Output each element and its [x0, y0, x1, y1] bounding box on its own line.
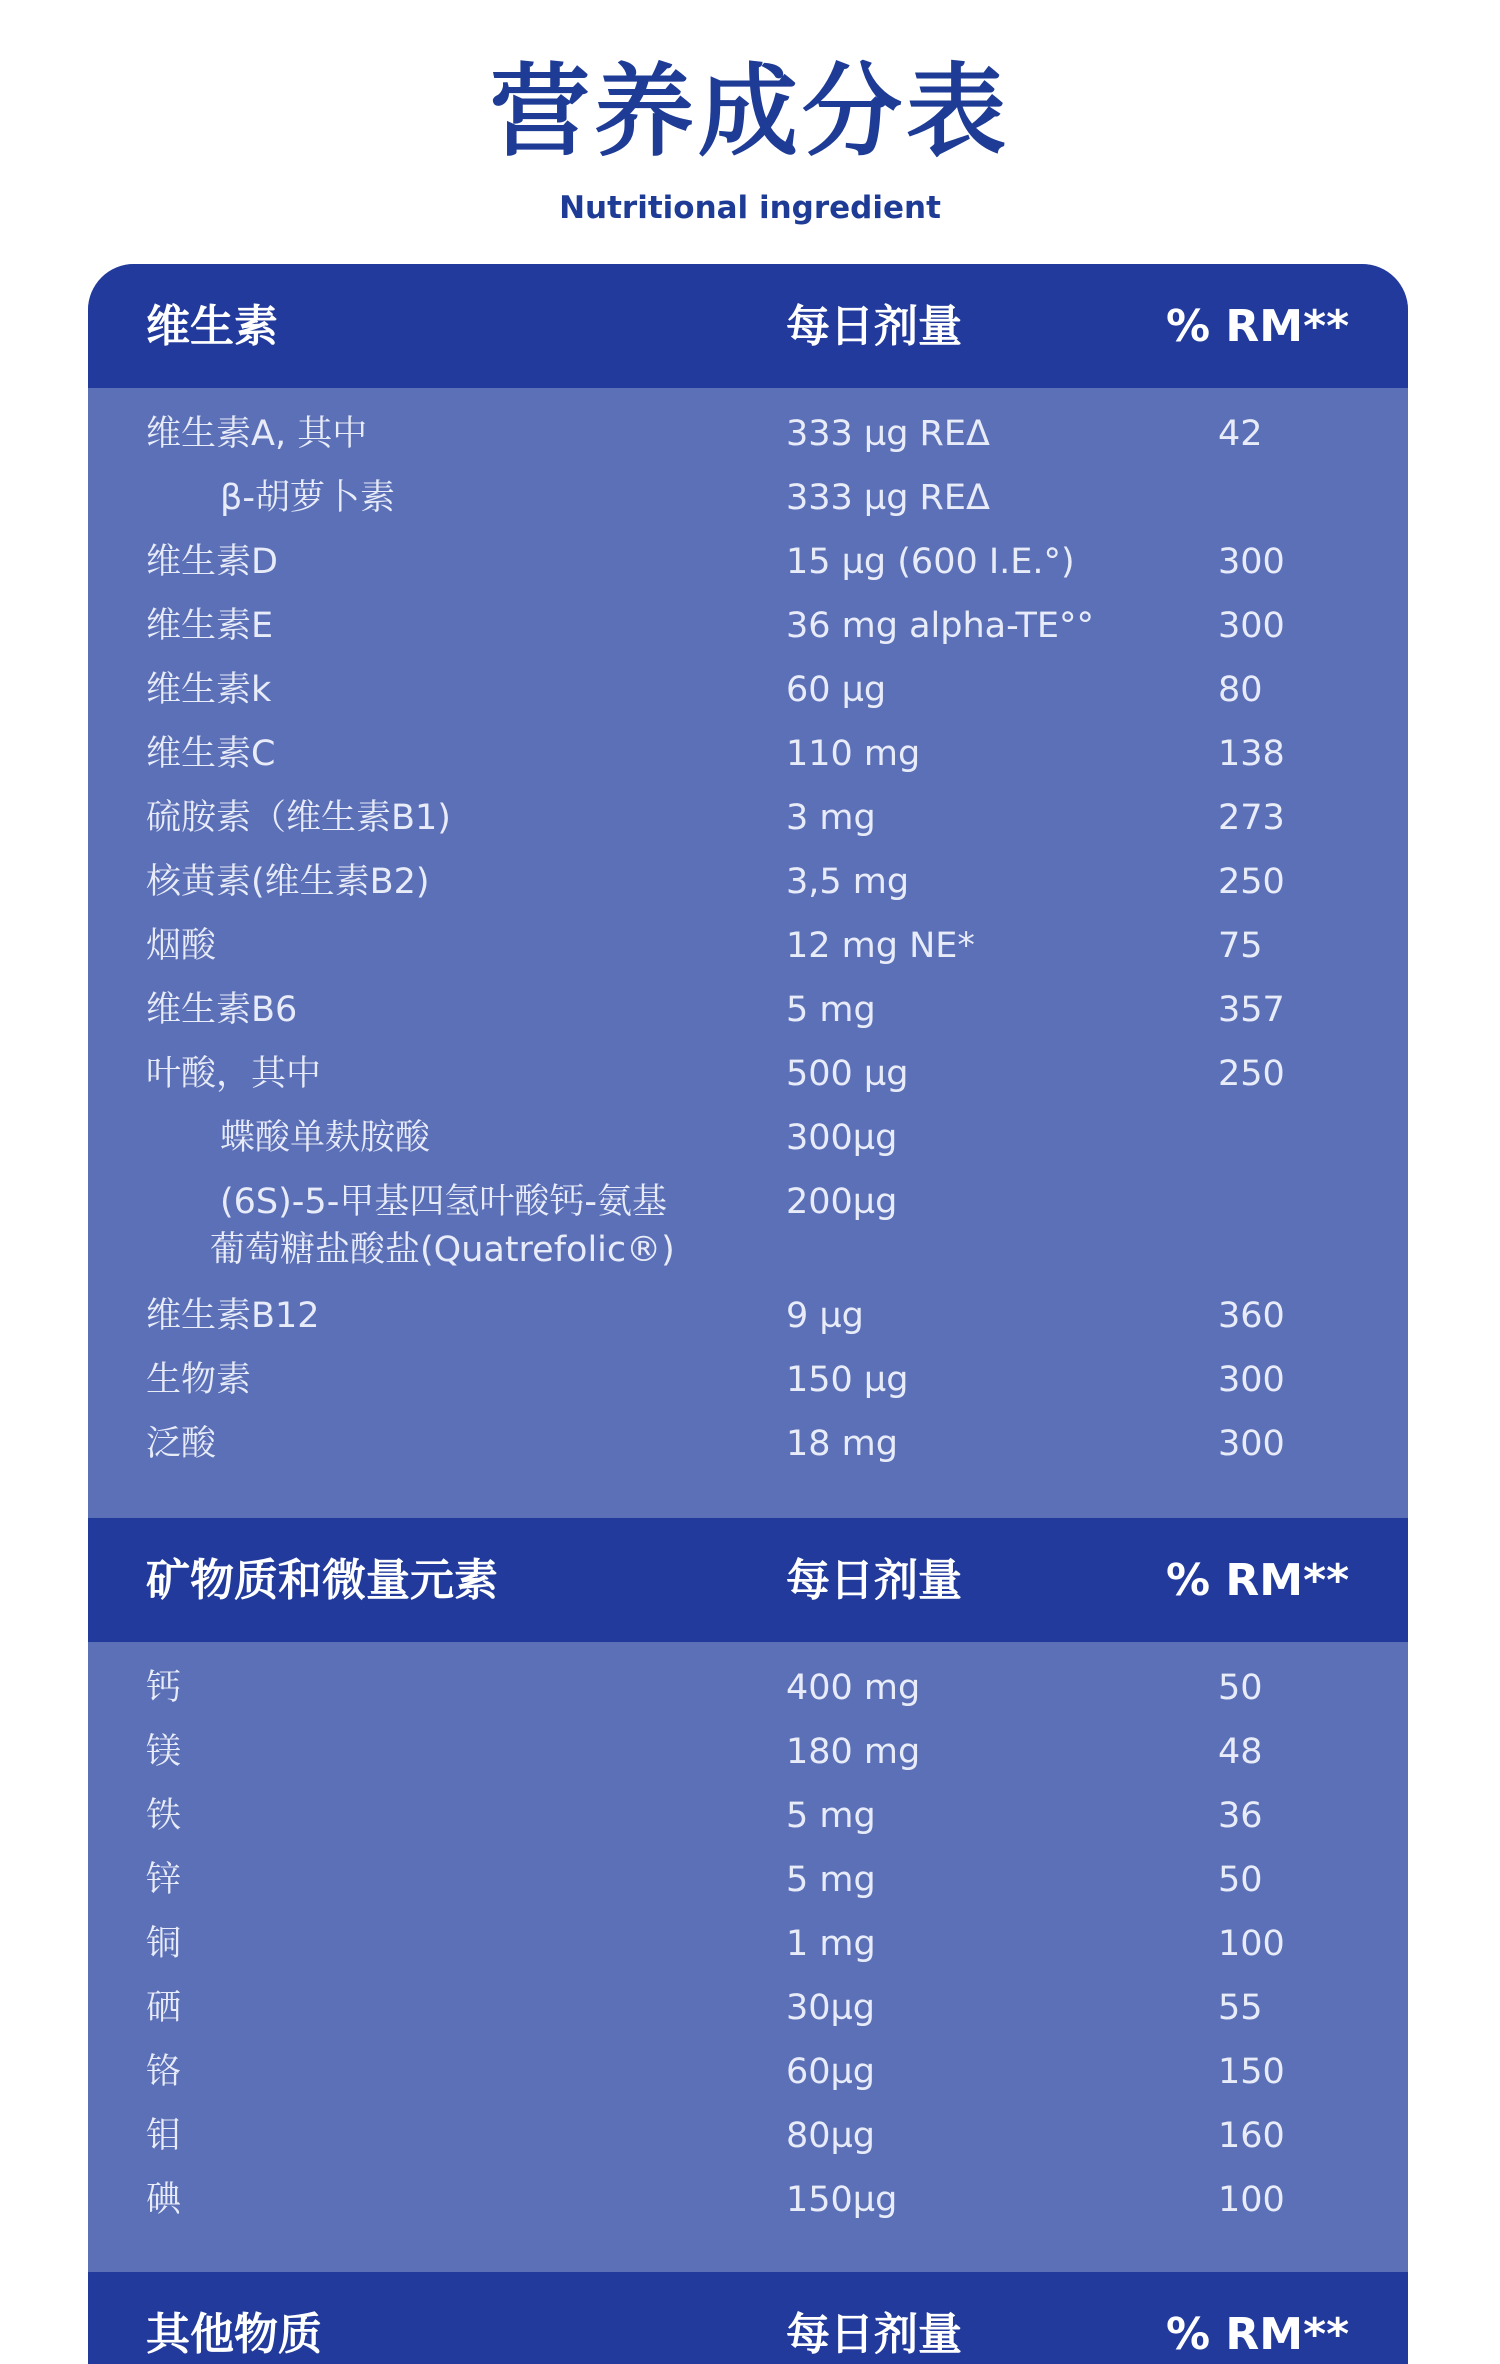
row-name: 维生素C: [146, 734, 276, 774]
vitamins-header: [88, 264, 1408, 388]
row-rm: 138: [1218, 734, 1285, 774]
row-name: 维生素E: [146, 606, 274, 646]
row-dose: 110 mg: [786, 734, 921, 774]
page-title: 营养成分表: [490, 53, 1010, 170]
minerals-header-dose: 每日剂量: [786, 1555, 962, 1606]
row-name-line2: 葡萄糖盐酸盐(Quatrefolic®): [210, 1230, 675, 1270]
row-rm: 250: [1218, 862, 1285, 902]
others-header-rm: % RM**: [1166, 2309, 1350, 2360]
row-dose: 3,5 mg: [786, 862, 910, 902]
row-dose: 400 mg: [786, 1668, 921, 1708]
row-name: 叶酸，其中: [146, 1054, 322, 1094]
row-name: 维生素k: [146, 670, 272, 710]
vitamins-header-dose: 每日剂量: [786, 301, 962, 352]
row-dose: 180 mg: [786, 1732, 921, 1772]
row-name: (6S)-5-甲基四氢叶酸钙-氨基: [220, 1182, 667, 1222]
row-dose: 150 µg: [786, 1360, 909, 1400]
vitamins-header-rm: % RM**: [1166, 301, 1350, 352]
row-rm: 100: [1218, 1924, 1285, 1964]
row-rm: 300: [1218, 606, 1285, 646]
row-rm: 150: [1218, 2052, 1285, 2092]
row-dose: 5 mg: [786, 1860, 876, 1900]
row-rm: 360: [1218, 1296, 1285, 1336]
row-rm: 48: [1218, 1732, 1263, 1772]
others-header-name: 其他物质: [146, 2309, 322, 2360]
row-name: 蝶酸单麸胺酸: [220, 1118, 431, 1158]
row-name: 镁: [146, 1732, 182, 1772]
row-name: 锌: [146, 1860, 182, 1900]
row-rm: 250: [1218, 1054, 1285, 1094]
row-rm: 75: [1218, 926, 1263, 966]
row-rm: 300: [1218, 1360, 1285, 1400]
row-name: 铜: [146, 1924, 182, 1964]
row-name: 核黄素(维生素B2): [146, 862, 430, 902]
row-rm: 300: [1218, 542, 1285, 582]
row-dose: 80µg: [786, 2116, 876, 2156]
row-rm: 50: [1218, 1860, 1263, 1900]
row-dose: 5 mg: [786, 990, 876, 1030]
row-dose: 333 µg REΔ: [786, 478, 990, 518]
row-dose: 9 µg: [786, 1296, 864, 1336]
row-rm: 36: [1218, 1796, 1263, 1836]
row-rm: 80: [1218, 670, 1263, 710]
row-dose: 60µg: [786, 2052, 876, 2092]
row-name: 铬: [146, 2052, 182, 2092]
row-name: 碘: [146, 2180, 182, 2220]
row-name: 生物素: [146, 1360, 252, 1400]
row-rm: 273: [1218, 798, 1285, 838]
row-rm: 50: [1218, 1668, 1263, 1708]
row-name: 维生素A, 其中: [146, 414, 368, 454]
row-dose: 1 mg: [786, 1924, 876, 1964]
row-name: 烟酸: [146, 926, 217, 966]
row-dose: 36 mg alpha-TE°°: [786, 606, 1095, 646]
minerals-header-name: 矿物质和微量元素: [146, 1555, 498, 1606]
row-name: 钼: [146, 2116, 182, 2156]
row-name: 铁: [146, 1796, 182, 1836]
row-rm: 300: [1218, 1424, 1285, 1464]
row-dose: 15 µg (600 I.E.°): [786, 542, 1075, 582]
row-dose: 300µg: [786, 1118, 898, 1158]
row-dose: 3 mg: [786, 798, 876, 838]
row-rm: 357: [1218, 990, 1285, 1030]
others-header-dose: 每日剂量: [786, 2309, 962, 2360]
nutrition-table: [88, 264, 1408, 2364]
minerals-header-rm: % RM**: [1166, 1555, 1350, 1606]
row-dose: 500 µg: [786, 1054, 909, 1094]
page-subtitle: Nutritional ingredient: [559, 190, 941, 226]
row-rm: 160: [1218, 2116, 1285, 2156]
row-name: 维生素D: [146, 542, 278, 582]
row-name: 硫胺素（维生素B1): [146, 798, 451, 838]
row-dose: 333 µg REΔ: [786, 414, 990, 454]
row-name: 钙: [146, 1668, 182, 1708]
row-name: 维生素B12: [146, 1296, 320, 1336]
row-dose: 18 mg: [786, 1424, 898, 1464]
row-dose: 12 mg NE*: [786, 926, 975, 966]
minerals-header: [88, 1518, 1408, 1642]
row-name: 泛酸: [146, 1424, 217, 1464]
others-header: [88, 2272, 1408, 2364]
row-rm: 55: [1218, 1988, 1263, 2028]
row-dose: 200µg: [786, 1182, 898, 1222]
row-rm: 100: [1218, 2180, 1285, 2220]
vitamins-header-name: 维生素: [146, 301, 278, 352]
row-dose: 60 µg: [786, 670, 887, 710]
row-name: 维生素B6: [146, 990, 298, 1030]
row-dose: 5 mg: [786, 1796, 876, 1836]
row-name: 硒: [146, 1988, 182, 2028]
row-dose: 150µg: [786, 2180, 898, 2220]
row-dose: 30µg: [786, 1988, 876, 2028]
row-rm: 42: [1218, 414, 1263, 454]
row-name: β-胡萝卜素: [220, 478, 395, 518]
